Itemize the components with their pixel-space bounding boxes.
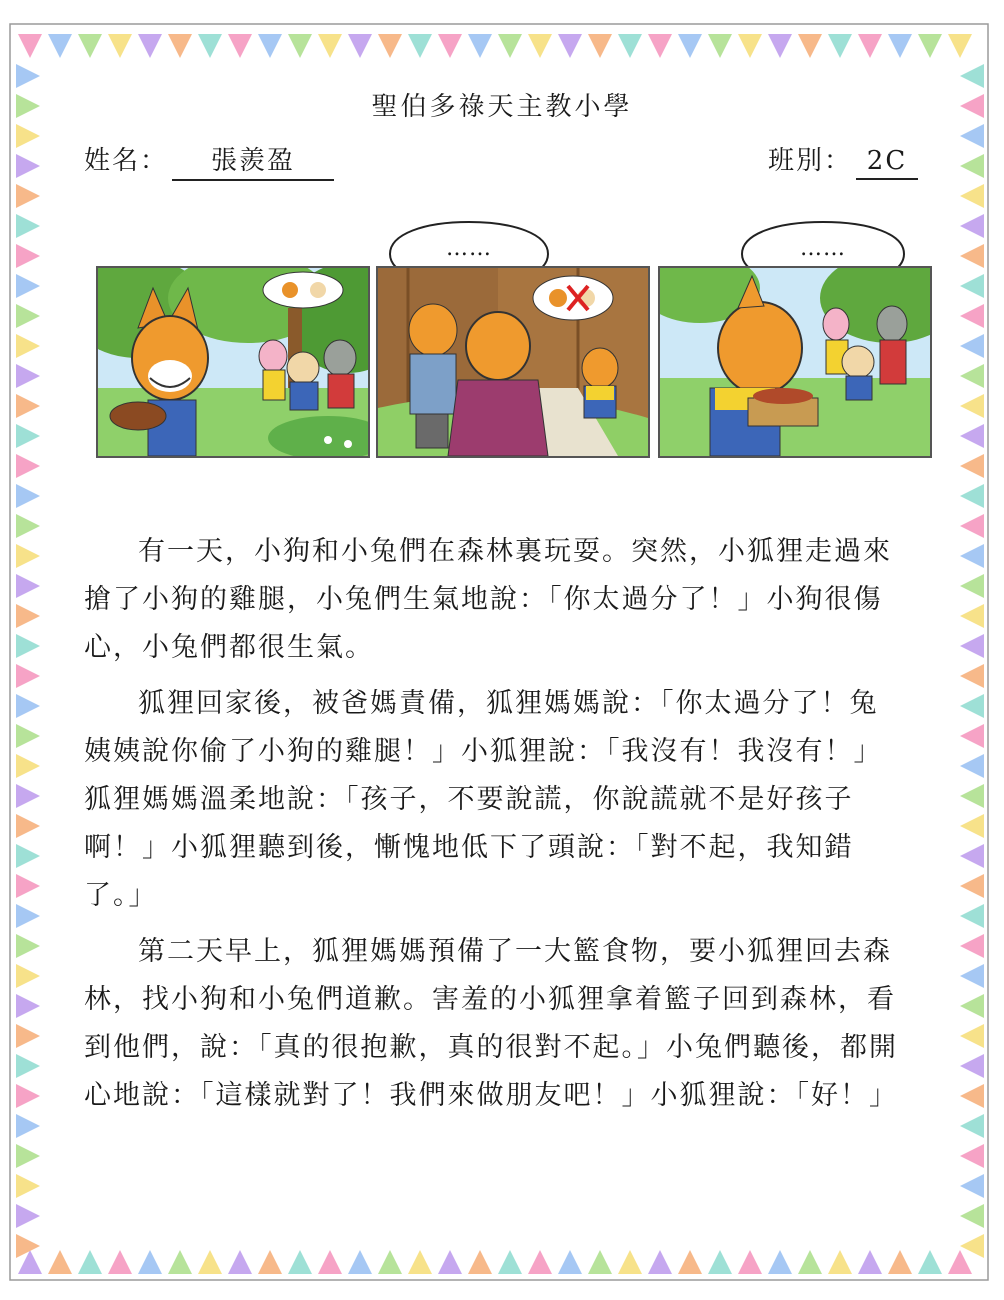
pennant: [948, 1250, 972, 1274]
pennant: [960, 1114, 984, 1138]
pennant: [960, 244, 984, 268]
pennant: [16, 754, 40, 778]
pennant: [960, 454, 984, 478]
pennant: [228, 1250, 252, 1274]
pennant: [258, 34, 282, 58]
story-paragraph-2: 狐狸回家後，被爸媽責備，狐狸媽媽說：「你太過分了！兔姨姨說你偷了小狗的雞腿！」小狐狸說：「我沒有！我沒有！」狐狸媽媽溫柔地說：「孩子，不要說謊，你說謊就不是好孩子啊！」小狐狸聽到後，慚愧地低下了頭說：「對不起，我知錯了。」: [84, 688, 883, 911]
pennant: [960, 1204, 984, 1228]
pennant: [348, 34, 372, 58]
pennant: [228, 34, 252, 58]
comic-panel-1: [96, 266, 370, 458]
pennant: [16, 64, 40, 88]
pennant: [960, 874, 984, 898]
pennant: [108, 34, 132, 58]
bubble-3-text: ……: [800, 236, 846, 261]
pennant: [768, 34, 792, 58]
pennant: [960, 664, 984, 688]
pennant: [16, 334, 40, 358]
pennant: [408, 34, 432, 58]
pennant: [16, 244, 40, 268]
pennant: [16, 454, 40, 478]
pennant: [378, 1250, 402, 1274]
pennant: [16, 724, 40, 748]
pennant: [960, 904, 984, 928]
pennant: [960, 694, 984, 718]
pennant: [960, 994, 984, 1018]
pennant: [48, 34, 72, 58]
pennant: [828, 1250, 852, 1274]
pennant: [498, 1250, 522, 1274]
pennant: [918, 1250, 942, 1274]
pennant: [648, 34, 672, 58]
pennant: [558, 34, 582, 58]
story-paragraph-1: 有一天，小狗和小兔們在森林裏玩耍。突然，小狐狸走過來搶了小狗的雞腿，小兔們生氣地說：「你太過分了！」小狗很傷心，小兔們都很生氣。: [84, 536, 892, 663]
comic-panel-3: [658, 266, 932, 458]
pennant: [16, 1204, 40, 1228]
pennant: [960, 484, 984, 508]
pennant: [16, 484, 40, 508]
pennant: [16, 214, 40, 238]
class-label: 班別：: [767, 146, 852, 176]
pennant: [168, 1250, 192, 1274]
pennant: [438, 1250, 462, 1274]
pennant: [16, 124, 40, 148]
story-text: [84, 528, 904, 1128]
pennant: [708, 34, 732, 58]
pennant: [708, 1250, 732, 1274]
pennant: [558, 1250, 582, 1274]
pennant: [138, 1250, 162, 1274]
pennant: [16, 574, 40, 598]
pennant: [16, 634, 40, 658]
pennant: [588, 34, 612, 58]
pennant: [16, 1174, 40, 1198]
comic-panel-2: [376, 266, 650, 458]
pennant: [16, 964, 40, 988]
pennant: [198, 34, 222, 58]
pennant: [960, 274, 984, 298]
pennant: [198, 1250, 222, 1274]
pennant: [78, 34, 102, 58]
pennant: [648, 1250, 672, 1274]
pennant: [438, 34, 462, 58]
class-row: [768, 140, 918, 180]
pennant: [960, 424, 984, 448]
pennant: [888, 34, 912, 58]
pennant: [738, 34, 762, 58]
class-field: 2C: [856, 146, 918, 180]
pennant: [960, 1234, 984, 1258]
pennant: [960, 334, 984, 358]
pennant: [468, 34, 492, 58]
pennant: [318, 34, 342, 58]
pennant: [16, 394, 40, 418]
pennant: [960, 1084, 984, 1108]
pennant: [16, 994, 40, 1018]
pennant: [16, 1024, 40, 1048]
pennant: [960, 844, 984, 868]
pennant: [498, 34, 522, 58]
pennant: [16, 814, 40, 838]
pennant: [288, 34, 312, 58]
pennant: [798, 34, 822, 58]
pennant: [960, 724, 984, 748]
pennant: [960, 514, 984, 538]
pennant: [618, 1250, 642, 1274]
pennant: [960, 634, 984, 658]
pennant: [16, 1144, 40, 1168]
pennant: [16, 604, 40, 628]
pennant: [16, 694, 40, 718]
pennant: [16, 844, 40, 868]
pennant: [16, 934, 40, 958]
pennant: [828, 34, 852, 58]
pennant: [48, 1250, 72, 1274]
pennant: [960, 604, 984, 628]
pennant: [960, 934, 984, 958]
pennant: [16, 364, 40, 388]
pennant: [858, 1250, 882, 1274]
pennant: [798, 1250, 822, 1274]
name-label: 姓名：: [84, 146, 169, 176]
pennant: [16, 544, 40, 568]
pennant: [960, 784, 984, 808]
pennant: [960, 574, 984, 598]
pennant: [588, 1250, 612, 1274]
pennant: [16, 1084, 40, 1108]
pennant: [678, 1250, 702, 1274]
pennant: [16, 1114, 40, 1138]
pennant: [16, 304, 40, 328]
pennant: [960, 214, 984, 238]
pennant: [528, 34, 552, 58]
pennant: [16, 1054, 40, 1078]
pennant: [18, 34, 42, 58]
pennant: [768, 1250, 792, 1274]
pennant: [168, 34, 192, 58]
pennant: [678, 34, 702, 58]
pennant: [16, 904, 40, 928]
pennant: [78, 1250, 102, 1274]
pennant: [960, 1024, 984, 1048]
school-title: 聖伯多祿天主教小學: [371, 92, 633, 122]
pennant: [738, 1250, 762, 1274]
pennant: [948, 34, 972, 58]
pennant: [16, 784, 40, 808]
pennant: [318, 1250, 342, 1274]
story-paragraph-3: 第二天早上，狐狸媽媽預備了一大籃食物，要小狐狸回去森林，找小狗和小兔們道歉。害羞的小狐狸拿着籃子回到森林，看到他們，說：「真的很抱歉，真的很對不起。」小兔們聽後，都開心地說：「這樣就對了！我們來做朋友吧！」小狐狸說：「好！」: [84, 936, 898, 1111]
pennant: [258, 1250, 282, 1274]
pennant: [888, 1250, 912, 1274]
pennant: [960, 1054, 984, 1078]
pennant: [960, 304, 984, 328]
pennant: [528, 1250, 552, 1274]
pennant: [16, 424, 40, 448]
pennant: [288, 1250, 312, 1274]
name-field: 張羨盈: [172, 140, 334, 181]
pennant: [138, 34, 162, 58]
pennant: [960, 1174, 984, 1198]
pennant: [618, 34, 642, 58]
pennant: [960, 154, 984, 178]
pennant: [960, 364, 984, 388]
pennant: [16, 154, 40, 178]
pennant: [16, 184, 40, 208]
pennant: [960, 1144, 984, 1168]
pennant: [960, 394, 984, 418]
bubble-2-text: ……: [446, 236, 492, 261]
pennant: [468, 1250, 492, 1274]
pennant: [348, 1250, 372, 1274]
pennant: [918, 34, 942, 58]
pennant: [16, 274, 40, 298]
pennant: [408, 1250, 432, 1274]
pennant: [960, 64, 984, 88]
pennant: [378, 34, 402, 58]
pennant: [16, 664, 40, 688]
pennant: [960, 814, 984, 838]
pennant: [960, 964, 984, 988]
name-row: [84, 140, 334, 181]
pennant: [16, 874, 40, 898]
pennant: [960, 754, 984, 778]
pennant: [858, 34, 882, 58]
pennant: [960, 124, 984, 148]
pennant: [960, 544, 984, 568]
pennant: [108, 1250, 132, 1274]
pennant: [960, 184, 984, 208]
pennant: [16, 514, 40, 538]
